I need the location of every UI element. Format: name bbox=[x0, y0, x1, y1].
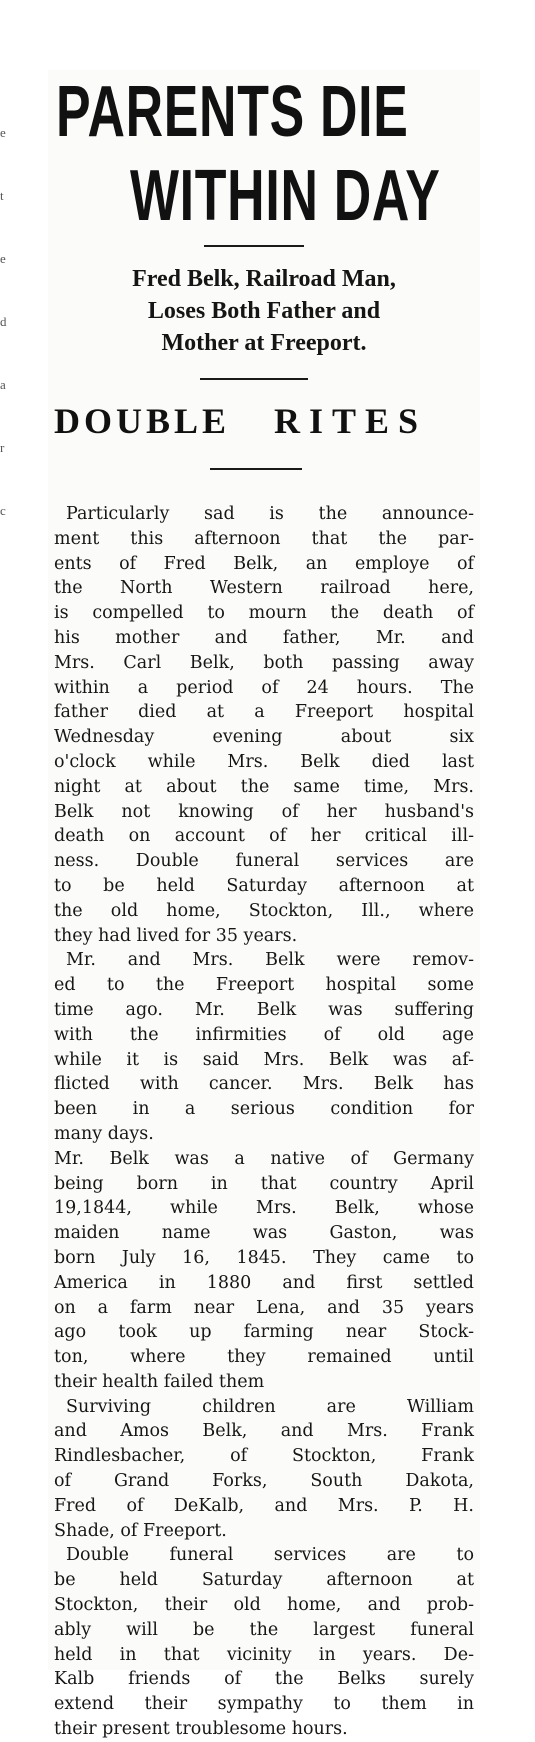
bank-divider bbox=[210, 468, 302, 470]
margin-char: r bbox=[0, 440, 5, 455]
text-line: of Grand Forks, South Dakota, bbox=[54, 1471, 474, 1492]
text-line: on a farm near Lena, and 35 years bbox=[54, 1297, 474, 1318]
text-line: ents of Fred Belk, an employe of bbox=[54, 553, 474, 574]
text-line: Wednesday evening about six bbox=[54, 727, 474, 748]
text-line: Kalb friends of the Belks surely bbox=[54, 1669, 474, 1690]
margin-char: e bbox=[0, 125, 6, 140]
text-line: ably will be the largest funeral bbox=[54, 1619, 474, 1640]
text-line: Double funeral services are to bbox=[66, 1545, 474, 1566]
text-line: ment this afternoon that the par- bbox=[54, 528, 474, 549]
headline-line-2: WITHIN DAY bbox=[130, 156, 441, 236]
margin-char: t bbox=[0, 188, 4, 203]
text-line: their present troublesome hours. bbox=[54, 1719, 348, 1740]
margin-char: a bbox=[0, 377, 6, 392]
text-line: many days. bbox=[54, 1123, 154, 1144]
text-line: and Amos Belk, and Mrs. Frank bbox=[54, 1421, 474, 1442]
text-line: night at about the same time, Mrs. bbox=[54, 776, 474, 797]
text-line: Surviving children are William bbox=[66, 1396, 474, 1417]
paragraph-3 bbox=[54, 1147, 474, 1395]
text-line: ness. Double funeral services are bbox=[54, 851, 474, 872]
adjacent-column-fragment bbox=[0, 80, 8, 542]
text-line: be held Saturday afternoon at bbox=[54, 1570, 474, 1591]
text-line: their health failed them bbox=[54, 1371, 265, 1392]
article-body bbox=[54, 502, 474, 1742]
text-line: Mr. Belk was a native of Germany bbox=[54, 1148, 474, 1169]
text-line: death on account of her critical ill- bbox=[54, 826, 474, 847]
text-line: held in that vicinity in years. De- bbox=[54, 1644, 474, 1665]
bank-headline bbox=[54, 400, 428, 442]
text-line: time ago. Mr. Belk was suffering bbox=[54, 999, 474, 1020]
text-line: been in a serious condition for bbox=[54, 1099, 474, 1120]
text-line: within a period of 24 hours. The bbox=[54, 677, 474, 698]
margin-char: d bbox=[0, 314, 7, 329]
text-line: America in 1880 and first settled bbox=[54, 1272, 474, 1293]
paragraph-1 bbox=[54, 502, 474, 948]
text-line: Mr. and Mrs. Belk were remov- bbox=[66, 950, 474, 971]
headline-line-1: PARENTS DIE bbox=[56, 72, 409, 152]
text-line: o'clock while Mrs. Belk died last bbox=[54, 751, 474, 772]
paragraph-5 bbox=[54, 1543, 474, 1741]
text-line: father died at a Freeport hospital bbox=[54, 702, 474, 723]
text-line: 19,1844, while Mrs. Belk, whose bbox=[54, 1198, 474, 1219]
text-line: his mother and father, Mr. and bbox=[54, 627, 474, 648]
headline-divider bbox=[204, 245, 304, 247]
text-line: Stockton, their old home, and prob- bbox=[54, 1595, 474, 1616]
text-line: to be held Saturday afternoon at bbox=[54, 875, 474, 896]
text-line: ton, where they remained until bbox=[54, 1347, 474, 1368]
text-line: ed to the Freeport hospital some bbox=[54, 975, 474, 996]
text-line: being born in that country April bbox=[54, 1173, 474, 1194]
text-line: they had lived for 35 years. bbox=[54, 925, 298, 946]
paragraph-4 bbox=[54, 1395, 474, 1544]
text-line: the North Western railroad here, bbox=[54, 578, 474, 599]
text-line: the old home, Stockton, Ill., where bbox=[54, 900, 474, 921]
newspaper-clipping bbox=[48, 70, 480, 1740]
text-line: with the infirmities of old age bbox=[54, 1024, 474, 1045]
bank-word-rites: RITES bbox=[274, 401, 428, 441]
margin-char: e bbox=[0, 251, 6, 266]
margin-char: c bbox=[0, 503, 6, 518]
subheadline-divider bbox=[200, 378, 308, 380]
text-line: ago took up farming near Stock- bbox=[54, 1322, 474, 1343]
subheadline-line-1: Fred Belk, Railroad Man, bbox=[132, 266, 396, 292]
text-line: born July 16, 1845. They came to bbox=[54, 1247, 474, 1268]
text-line: is compelled to mourn the death of bbox=[54, 603, 474, 624]
subheadline-line-3: Mother at Freeport. bbox=[161, 330, 367, 356]
text-line: Belk not knowing of her husband's bbox=[54, 801, 474, 822]
subheadline-line-2: Loses Both Father and bbox=[147, 298, 381, 324]
text-line: flicted with cancer. Mrs. Belk has bbox=[54, 1074, 474, 1095]
text-line: Particularly sad is the announce- bbox=[66, 504, 474, 524]
text-line: Rindlesbacher, of Stockton, Frank bbox=[54, 1446, 474, 1467]
paragraph-2 bbox=[54, 948, 474, 1146]
text-line: Fred of DeKalb, and Mrs. P. H. bbox=[54, 1495, 474, 1516]
text-line: Mrs. Carl Belk, both passing away bbox=[54, 652, 474, 673]
text-line: while it is said Mrs. Belk was af- bbox=[54, 1049, 474, 1070]
text-line: maiden name was Gaston, was bbox=[54, 1223, 474, 1244]
bank-word-double: DOUBLE bbox=[54, 401, 231, 441]
text-line: extend their sympathy to them in bbox=[54, 1694, 474, 1715]
text-line: Shade, of Freeport. bbox=[54, 1520, 227, 1541]
